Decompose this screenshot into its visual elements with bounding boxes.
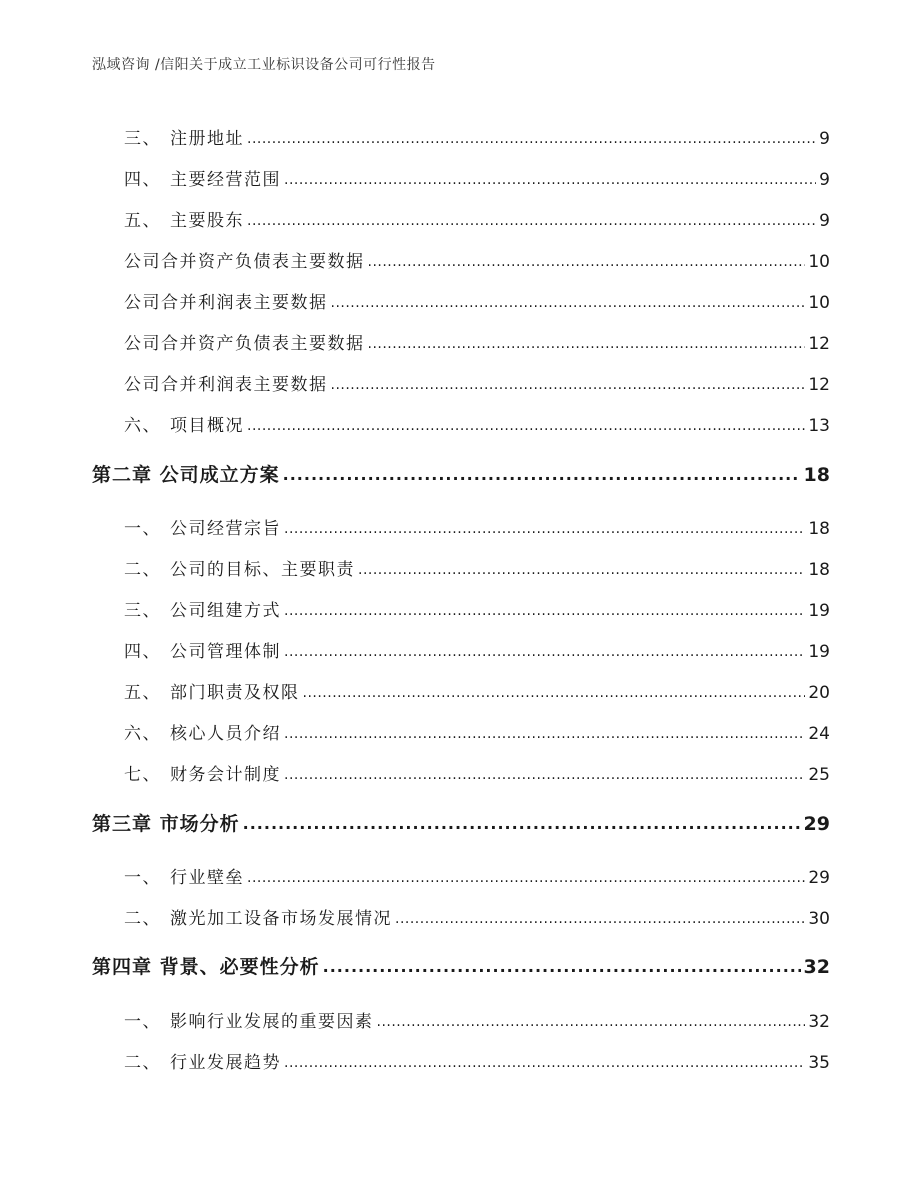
toc-entry[interactable] — [92, 863, 830, 889]
toc-entry-page: 9 — [819, 129, 830, 149]
toc-entry-title: 公司组建方式 — [170, 601, 281, 621]
toc-leader-dots — [331, 374, 806, 394]
toc-entry-title: 公司合并资产负债表主要数据 — [124, 252, 365, 272]
toc-entry-page: 10 — [808, 293, 830, 313]
toc-leader-dots — [368, 333, 806, 353]
toc-chapter-title: 第四章 背景、必要性分析 — [92, 956, 320, 978]
toc-entry-title: 激光加工设备市场发展情况 — [170, 909, 392, 929]
toc-leader-dots — [377, 1011, 806, 1031]
toc-entry-page: 25 — [808, 765, 830, 785]
toc-entry[interactable] — [92, 637, 830, 663]
toc-entry-number: 三、 — [124, 601, 161, 621]
toc-entry-title: 行业发展趋势 — [170, 1053, 281, 1073]
toc-leader-dots — [284, 1052, 805, 1072]
toc-entry-title: 公司的目标、主要职责 — [170, 560, 355, 580]
toc-chapter-page: 18 — [803, 464, 830, 486]
toc-leader-dots — [284, 641, 805, 661]
toc-entry-title: 公司经营宗旨 — [170, 519, 281, 539]
toc-entry[interactable] — [92, 288, 830, 314]
toc-leader-dots — [247, 210, 816, 230]
toc-entry-page: 18 — [808, 560, 830, 580]
toc-chapter-title: 第三章 市场分析 — [92, 813, 240, 835]
toc-entry-title: 主要经营范围 — [170, 170, 281, 190]
page-header: 泓域咨询 /信阳关于成立工业标识设备公司可行性报告 — [92, 57, 436, 73]
toc-entry-page: 19 — [808, 601, 830, 621]
toc-leader-dots — [243, 812, 801, 834]
toc-leader-dots — [283, 463, 801, 485]
toc-chapter[interactable] — [92, 809, 830, 837]
toc-entry-page: 12 — [808, 375, 830, 395]
toc-entry-number: 二、 — [124, 560, 161, 580]
toc-entry-number: 一、 — [124, 1012, 161, 1032]
toc-leader-dots — [368, 251, 806, 271]
toc-entry-number: 四、 — [124, 642, 161, 662]
toc-entry[interactable] — [92, 370, 830, 396]
toc-entry[interactable] — [92, 760, 830, 786]
toc-entry-page: 29 — [808, 868, 830, 888]
toc-entry[interactable] — [92, 1007, 830, 1033]
toc-entry-page: 9 — [819, 170, 830, 190]
toc-leader-dots — [303, 682, 806, 702]
toc-entry[interactable] — [92, 411, 830, 437]
toc-entry[interactable] — [92, 678, 830, 704]
toc-leader-dots — [284, 169, 816, 189]
toc-chapter-title: 第二章 公司成立方案 — [92, 464, 280, 486]
toc-entry[interactable] — [92, 719, 830, 745]
toc-chapter-page: 32 — [803, 956, 830, 978]
toc-leader-dots — [284, 764, 805, 784]
toc-entry-page: 32 — [808, 1012, 830, 1032]
toc-entry-number: 六、 — [124, 724, 161, 744]
toc-leader-dots — [284, 518, 805, 538]
toc-entry[interactable] — [92, 555, 830, 581]
toc-entry-title: 项目概况 — [170, 416, 244, 436]
toc-entry[interactable] — [92, 514, 830, 540]
toc-entry-number: 四、 — [124, 170, 161, 190]
toc-entry-title: 公司管理体制 — [170, 642, 281, 662]
toc-entry-title: 公司合并资产负债表主要数据 — [124, 334, 365, 354]
toc-entry-title: 注册地址 — [170, 129, 244, 149]
toc-chapter-page: 29 — [803, 813, 830, 835]
toc-entry-page: 35 — [808, 1053, 830, 1073]
toc-entry[interactable] — [92, 165, 830, 191]
toc-leader-dots — [247, 867, 805, 887]
toc-entry-number: 三、 — [124, 129, 161, 149]
toc-entry-number: 一、 — [124, 519, 161, 539]
toc-leader-dots — [358, 559, 805, 579]
toc-entry-number: 二、 — [124, 1053, 161, 1073]
toc-entry-title: 行业壁垒 — [170, 868, 244, 888]
toc-entry[interactable] — [92, 596, 830, 622]
toc-entry-number: 二、 — [124, 909, 161, 929]
toc-entry-page: 18 — [808, 519, 830, 539]
toc-entry-title: 核心人员介绍 — [170, 724, 281, 744]
toc-entry-title: 部门职责及权限 — [170, 683, 300, 703]
toc-chapter[interactable] — [92, 952, 830, 980]
toc-entry-number: 一、 — [124, 868, 161, 888]
toc-entry-number: 七、 — [124, 765, 161, 785]
toc-entry-number: 五、 — [124, 683, 161, 703]
toc-leader-dots — [284, 723, 805, 743]
toc-leader-dots — [331, 292, 806, 312]
toc-entry-page: 13 — [808, 416, 830, 436]
toc-entry-title: 公司合并利润表主要数据 — [124, 375, 328, 395]
toc-leader-dots — [323, 955, 801, 977]
toc-entry-title: 财务会计制度 — [170, 765, 281, 785]
toc-leader-dots — [247, 415, 805, 435]
toc-entry-title: 公司合并利润表主要数据 — [124, 293, 328, 313]
toc-entry-title: 主要股东 — [170, 211, 244, 231]
toc-entry[interactable] — [92, 247, 830, 273]
toc-entry-page: 20 — [808, 683, 830, 703]
toc-entry[interactable] — [92, 1048, 830, 1074]
toc-entry[interactable] — [92, 904, 830, 930]
toc-chapter[interactable] — [92, 460, 830, 488]
toc-entry-page: 19 — [808, 642, 830, 662]
toc-entry-number: 五、 — [124, 211, 161, 231]
toc-entry-page: 10 — [808, 252, 830, 272]
toc-entry[interactable] — [92, 124, 830, 150]
toc-entry-title: 影响行业发展的重要因素 — [170, 1012, 374, 1032]
toc-entry[interactable] — [92, 329, 830, 355]
toc-leader-dots — [247, 128, 816, 148]
toc-entry-number: 六、 — [124, 416, 161, 436]
toc-entry-page: 30 — [808, 909, 830, 929]
toc-leader-dots — [395, 908, 805, 928]
toc-entry-page: 9 — [819, 211, 830, 231]
toc-entry-page: 24 — [808, 724, 830, 744]
toc-entry[interactable] — [92, 206, 830, 232]
toc-leader-dots — [284, 600, 805, 620]
toc-entry-page: 12 — [808, 334, 830, 354]
